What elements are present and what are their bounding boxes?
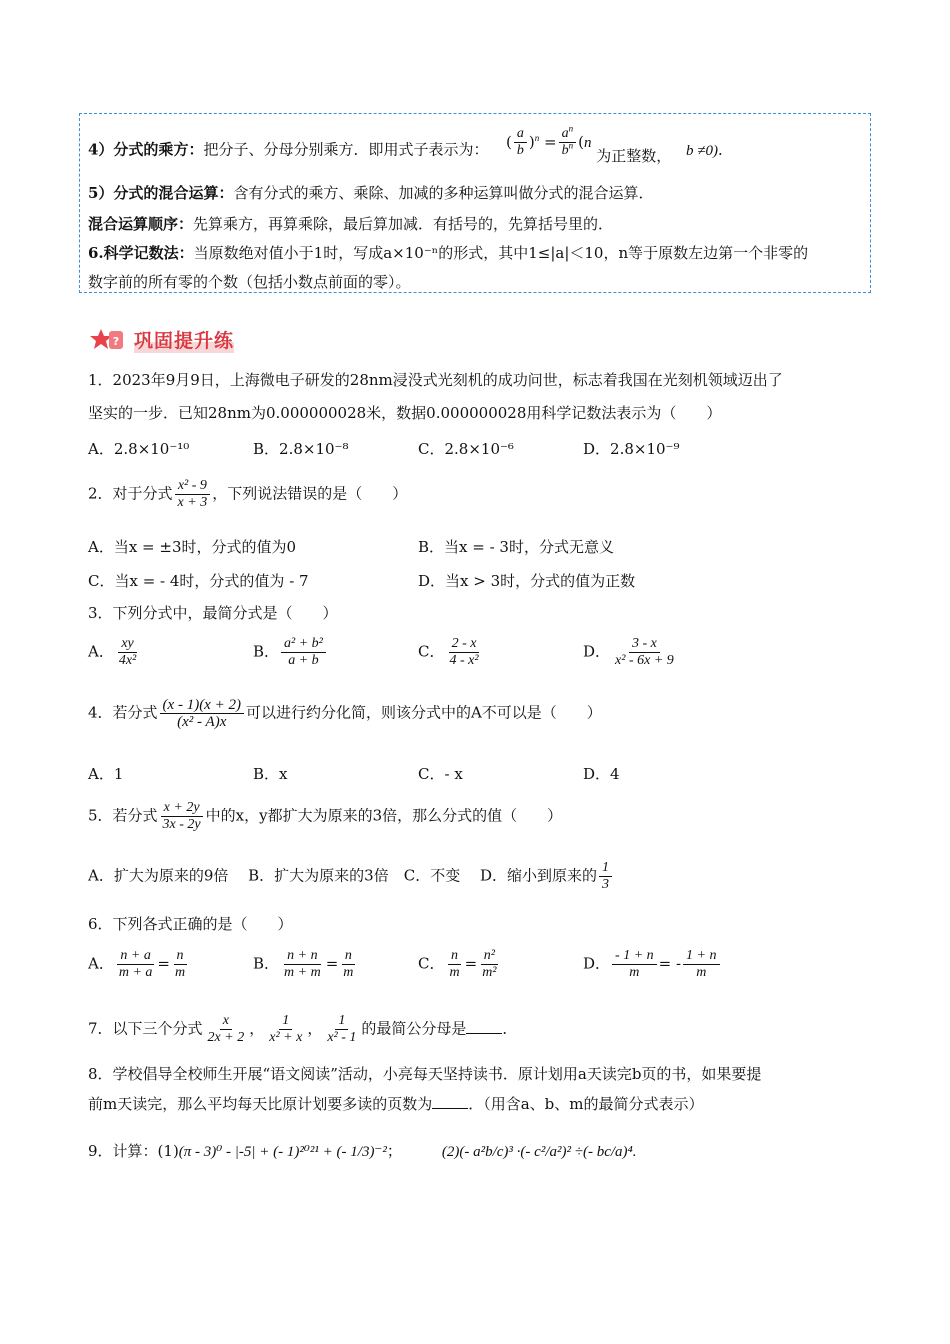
- q1-option-c[interactable]: C．2.8×10⁻⁶: [418, 440, 514, 458]
- q9-part2: (2)(- a²b/c)³ ·(- c²/a²)² ÷(- bc/a)⁴.: [441, 1144, 637, 1160]
- box-line-4: 4）分式的乘方：把分子、分母分别乘方．即用式子表示为： ( $\frac{a}{b}$ )$^n$ = $\frac{a^n}{b^n}$ (n 为正整数， b ≠0)．: [88, 123, 734, 165]
- q1-option-b[interactable]: B．2.8×10⁻⁸: [253, 440, 349, 458]
- q4-option-c[interactable]: C．- x: [418, 765, 463, 783]
- box-line-7: 6.科学记数法：当原数绝对值小于1时，写成a×10⁻ⁿ的形式，其中1≤|a|＜10，n等于原数左边第一个非零的: [88, 244, 809, 262]
- q5-stem: 5．若分式 $\frac{x + 2y}{3x - 2y}$ 中的x，y都扩大为原来的3倍，那么分式的值（ ）: [88, 800, 563, 832]
- box-line-8: 数字前的所有零的个数（包括小数点前面的零）。: [88, 273, 411, 291]
- q7-stem: 7．以下三个分式 $\frac{x}{2x + 2}$ ， $\frac{1}{\text{x² + x}}$ ， $\frac{1}{\text{x² - 1}}$ 的最简公分母是 ．: [88, 1013, 518, 1045]
- q6-option-d[interactable]: D． $\frac{- 1 + n}{m}$ = - $\frac{1 + n}{m}$: [583, 948, 722, 981]
- q2-option-b[interactable]: B．当x = - 3时，分式无意义: [418, 538, 614, 556]
- box-line-6: 混合运算顺序：先算乘方，再算乘除，最后算加减．有括号的，先算括号里的．: [88, 215, 614, 233]
- q1-line2: 坚实的一步．已知28nm为0.000000028米，数据0.000000028用科学记数法表示为（ ）: [88, 404, 722, 422]
- q6-option-c[interactable]: C． $\frac{n}{m}$ = $\frac{\text{n²}}{\text{m²}}$: [418, 948, 497, 980]
- power-formula: ( $\frac{a}{b}$ )$^n$ = $\frac{a^n}{b^n}$ (n: [506, 123, 592, 158]
- q3-option-b[interactable]: B． $\frac{\text{a² + b²}}{a + b}$: [253, 636, 328, 669]
- q2-stem: 2．对于分式 $\frac{\text{x² - 9}}{x + 3}$ ，下列说法错误的是（ ）: [88, 478, 408, 510]
- q4-option-d[interactable]: D．4: [583, 765, 620, 783]
- q3-option-d[interactable]: D． $\frac{3 - x}{\text{x² - 6x + 9}}$: [583, 636, 674, 668]
- q9-part1: (π - 3)⁰ - |-5| + (- 1)²⁰²¹ + (- 1/3)⁻²: [178, 1144, 387, 1160]
- section-title: 巩固提升练: [134, 326, 234, 353]
- section-heading: [90, 326, 234, 353]
- q1-option-d[interactable]: D．2.8×10⁻⁹: [583, 440, 680, 458]
- q4-fraction: $\frac{(x - 1)(x + 2)}{\text{(x² - A)x}}$: [160, 697, 244, 730]
- q4-option-a[interactable]: A．1: [88, 765, 124, 783]
- q8-line2: 前m天读完，那么平均每天比原计划要多读的页数为 ．（用含a、b、m的最简分式表示）: [88, 1095, 704, 1113]
- q5-fraction: $\frac{x + 2y}{3x - 2y}$: [162, 800, 201, 832]
- q5-options[interactable]: A．扩大为原来的9倍 B．扩大为原来的3倍 C．不变 D．缩小到原来的 $\frac{1}{3}$: [88, 860, 614, 893]
- q6-stem: 6．下列各式正确的是（ ）: [88, 915, 293, 933]
- q4-option-b[interactable]: B．x: [253, 765, 288, 783]
- star-icon: [90, 327, 124, 353]
- q2-option-d[interactable]: D．当x > 3时，分式的值为正数: [418, 572, 636, 590]
- q2-option-c[interactable]: C．当x = - 4时，分式的值为 - 7: [88, 572, 309, 590]
- box-line-5: 5）分式的混合运算：含有分式的乘方、乘除、加减的多种运算叫做分式的混合运算．: [88, 184, 654, 202]
- q4-stem: 4．若分式 $\frac{(x - 1)(x + 2)}{\text{(x² - A)x}}$ 可以进行约分化简，则该分式中的A不可以是（ ）: [88, 697, 602, 730]
- q3-option-a[interactable]: A． $\frac{xy}{\text{4x²}}$: [88, 636, 137, 668]
- q9-stem: 9．计算：(1)(π - 3)⁰ - |-5| + (- 1)²⁰²¹ + (- 1/3)⁻²； (2)(- a²b/c)³ ·(- c²/a²)² ÷(- bc/a)⁴.: [88, 1142, 637, 1160]
- q3-option-c[interactable]: C． $\frac{2 - x}{\text{4 - x²}}$: [418, 636, 479, 668]
- q2-option-a[interactable]: A．当x = ±3时，分式的值为0: [88, 538, 297, 556]
- q6-option-a[interactable]: A． $\frac{n + a}{m + a}$ = $\frac{n}{m}$: [88, 948, 186, 980]
- q1-option-a[interactable]: A．2.8×10⁻¹⁰: [88, 440, 190, 458]
- q8-answer-blank[interactable]: [432, 1094, 468, 1109]
- q2-fraction: $\frac{\text{x² - 9}}{x + 3}$: [175, 478, 211, 511]
- svg-text:?: ?: [112, 334, 120, 348]
- q8-line1: 8．学校倡导全校师生开展“语文阅读”活动，小亮每天坚持读书．原计划用a天读完b页的书，如果要提: [88, 1065, 762, 1083]
- q6-option-b[interactable]: B． $\frac{n + n}{m + m}$ = $\frac{n}{m}$: [253, 948, 354, 980]
- q7-answer-blank[interactable]: [466, 1019, 502, 1034]
- q1-line1: 1．2023年9月9日，上海微电子研发的28nm浸没式光刻机的成功问世，标志着我国在光刻机领域迈出了: [88, 371, 783, 389]
- q3-stem: 3．下列分式中，最简分式是（ ）: [88, 604, 338, 622]
